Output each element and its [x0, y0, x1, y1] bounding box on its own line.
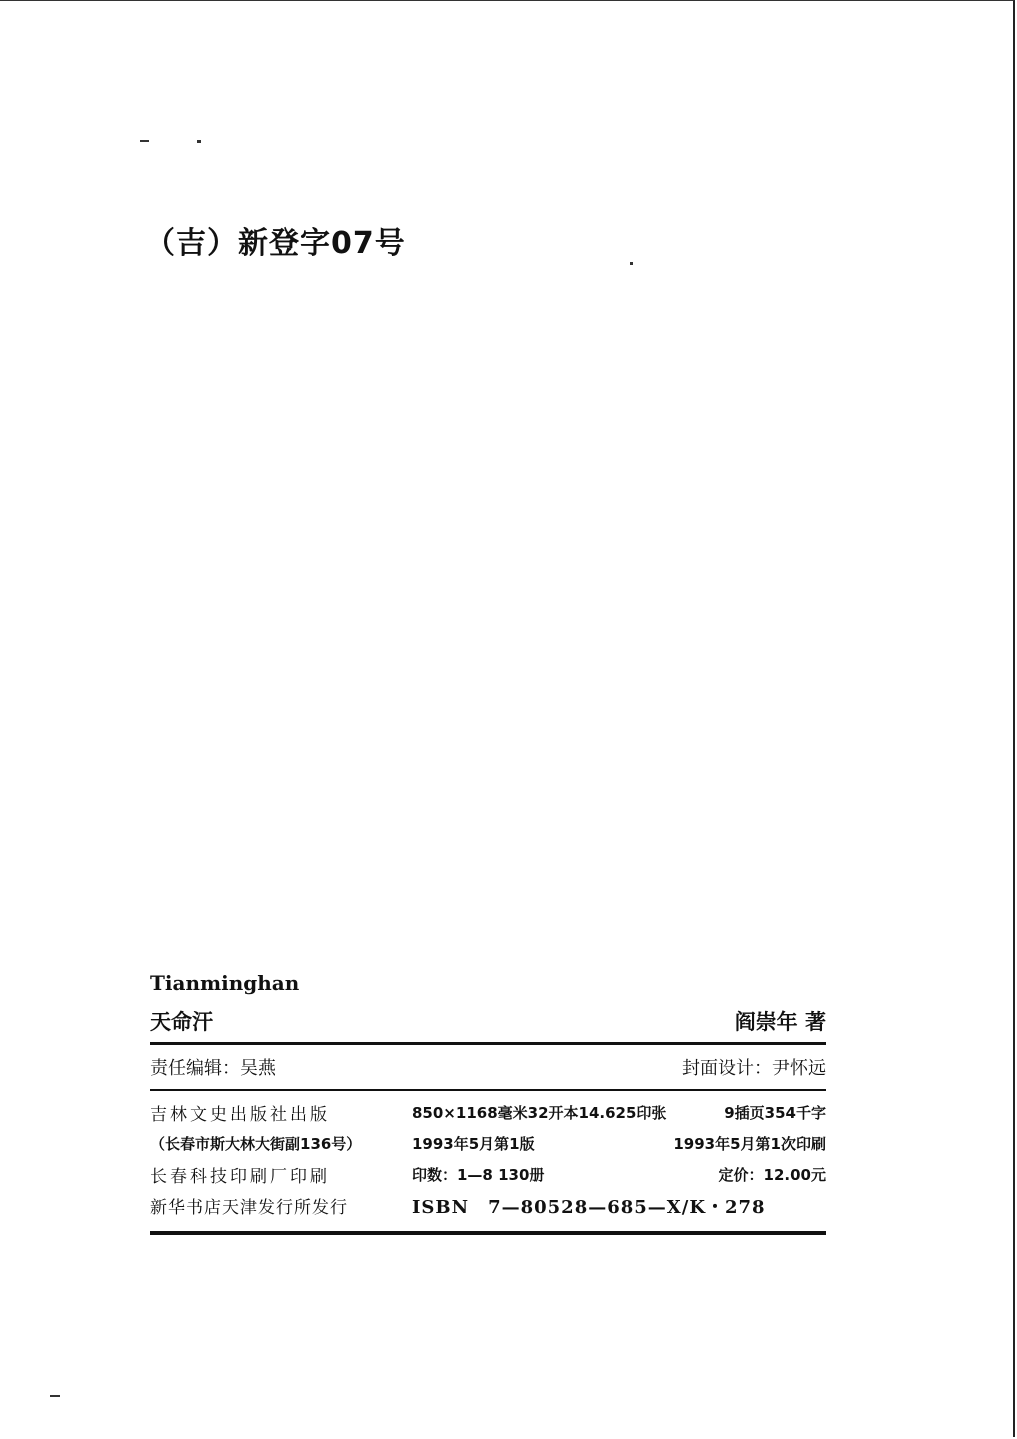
pages: 9插页354千字	[724, 1104, 826, 1122]
detail-row	[150, 1190, 826, 1221]
address: （长春市斯大林大街副136号）	[150, 1135, 362, 1153]
format-cell	[412, 1102, 826, 1123]
format: 850×1168毫米32开本14.625印张	[412, 1104, 667, 1122]
editor: 责任编辑：吴燕	[150, 1058, 276, 1079]
detail-row	[150, 1128, 826, 1159]
book-title: 天命汗	[150, 1010, 213, 1034]
printrun-cell	[412, 1164, 826, 1185]
edition: 1993年5月第1版	[412, 1135, 535, 1153]
print-run: 印数：1—8 130册	[412, 1166, 545, 1184]
isbn-cell	[412, 1193, 826, 1219]
publisher: 吉林文史出版社出版	[150, 1105, 330, 1125]
detail-row	[150, 1097, 826, 1128]
isbn: ISBN 7—80528—685—X/K・278	[412, 1196, 766, 1218]
editor-row	[150, 1045, 826, 1091]
edition-cell	[412, 1133, 826, 1154]
registration-number: （吉）新登字07号	[145, 226, 406, 261]
scan-speck	[50, 1395, 60, 1397]
scan-speck	[630, 262, 633, 265]
detail-row	[150, 1159, 826, 1190]
printing: 1993年5月第1次印刷	[673, 1135, 826, 1153]
distributor: 新华书店天津发行所发行	[150, 1198, 348, 1218]
scan-speck	[140, 140, 149, 142]
scan-speck	[197, 140, 201, 143]
price: 定价：12.00元	[718, 1166, 826, 1184]
bottom-rule	[150, 1231, 826, 1235]
pinyin-title: Tianminghan	[150, 971, 300, 995]
cover-design: 封面设计：尹怀远	[682, 1058, 826, 1079]
author: 阎崇年 著	[734, 1010, 826, 1034]
title-row	[150, 998, 826, 1045]
printer: 长春科技印刷厂印刷	[150, 1167, 330, 1187]
cip-block	[150, 968, 826, 1235]
publication-details	[150, 1091, 826, 1221]
